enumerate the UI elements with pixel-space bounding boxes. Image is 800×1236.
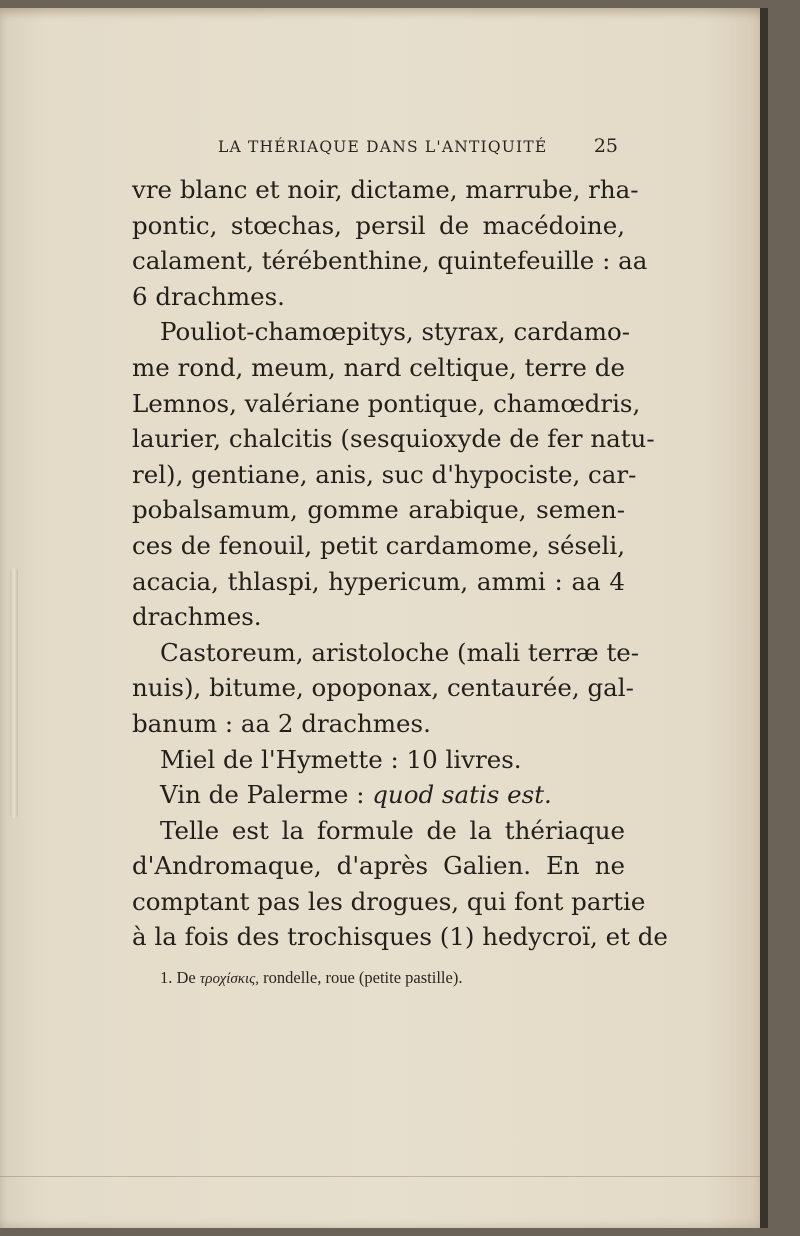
running-header [218, 135, 618, 162]
text-line: ces de fenouil, petit cardamome, séseli, [132, 530, 625, 560]
text-line: acacia, thlaspi, hypericum, ammi : aa 4 [132, 566, 625, 596]
running-title: LA THÉRIAQUE DANS L'ANTIQUITÉ [218, 138, 548, 156]
text-line: à la fois des trochisques (1) hedycroï, et de [132, 922, 668, 952]
text-fragment: Vin de Palerme : [160, 780, 373, 810]
footnote-greek-word: τροχίσκις, [199, 971, 260, 987]
footnote-text: rondelle, roue (petite pastille). [263, 968, 463, 987]
text-line: d'Andromaque, d'après Galien. En ne [132, 851, 625, 881]
text-line [132, 777, 625, 813]
text-line: Miel de l'Hymette : 10 livres. [160, 744, 522, 774]
text-line: comptant pas les drogues, qui font partie [132, 886, 646, 916]
page-number: 25 [593, 135, 618, 157]
text-line: nuis), bitume, opoponax, centaurée, gal- [132, 673, 634, 703]
footnote [160, 968, 640, 988]
text-line: Castoreum, aristoloche (mali terræ te- [160, 637, 640, 667]
text-line: me rond, meum, nard celtique, terre de [132, 352, 625, 382]
text-line: vre blanc et noir, dictame, marrube, rha- [132, 175, 639, 204]
text-line: calament, térébenthine, quintefeuille : aa [132, 246, 648, 276]
page-edge-line [0, 1176, 760, 1177]
body-text [132, 172, 668, 955]
italic-phrase: quod satis est. [372, 780, 552, 810]
text-line: drachmes. [132, 602, 262, 632]
text-line: laurier, chalcitis (sesquioxyde de fer natu- [132, 424, 655, 454]
text-line: pobalsamum, gomme arabique, semen- [132, 495, 625, 525]
text-line: 6 drachmes. [132, 281, 285, 311]
text-line: rel), gentiane, anis, suc d'hypociste, car- [132, 459, 637, 489]
text-line: banum : aa 2 drachmes. [132, 708, 431, 738]
text-line: Pouliot-chamœpitys, styrax, cardamo- [160, 317, 631, 347]
page-binding-fold [10, 568, 18, 818]
footnote-lead: De [176, 968, 196, 987]
text-line: Telle est la formule de la thériaque [160, 815, 625, 845]
footnote-marker: 1. [160, 968, 173, 987]
text-line: pontic, stœchas, persil de macédoine, [132, 210, 625, 240]
text-line: Lemnos, valériane pontique, chamœdris, [132, 388, 641, 418]
book-page [0, 8, 768, 1228]
